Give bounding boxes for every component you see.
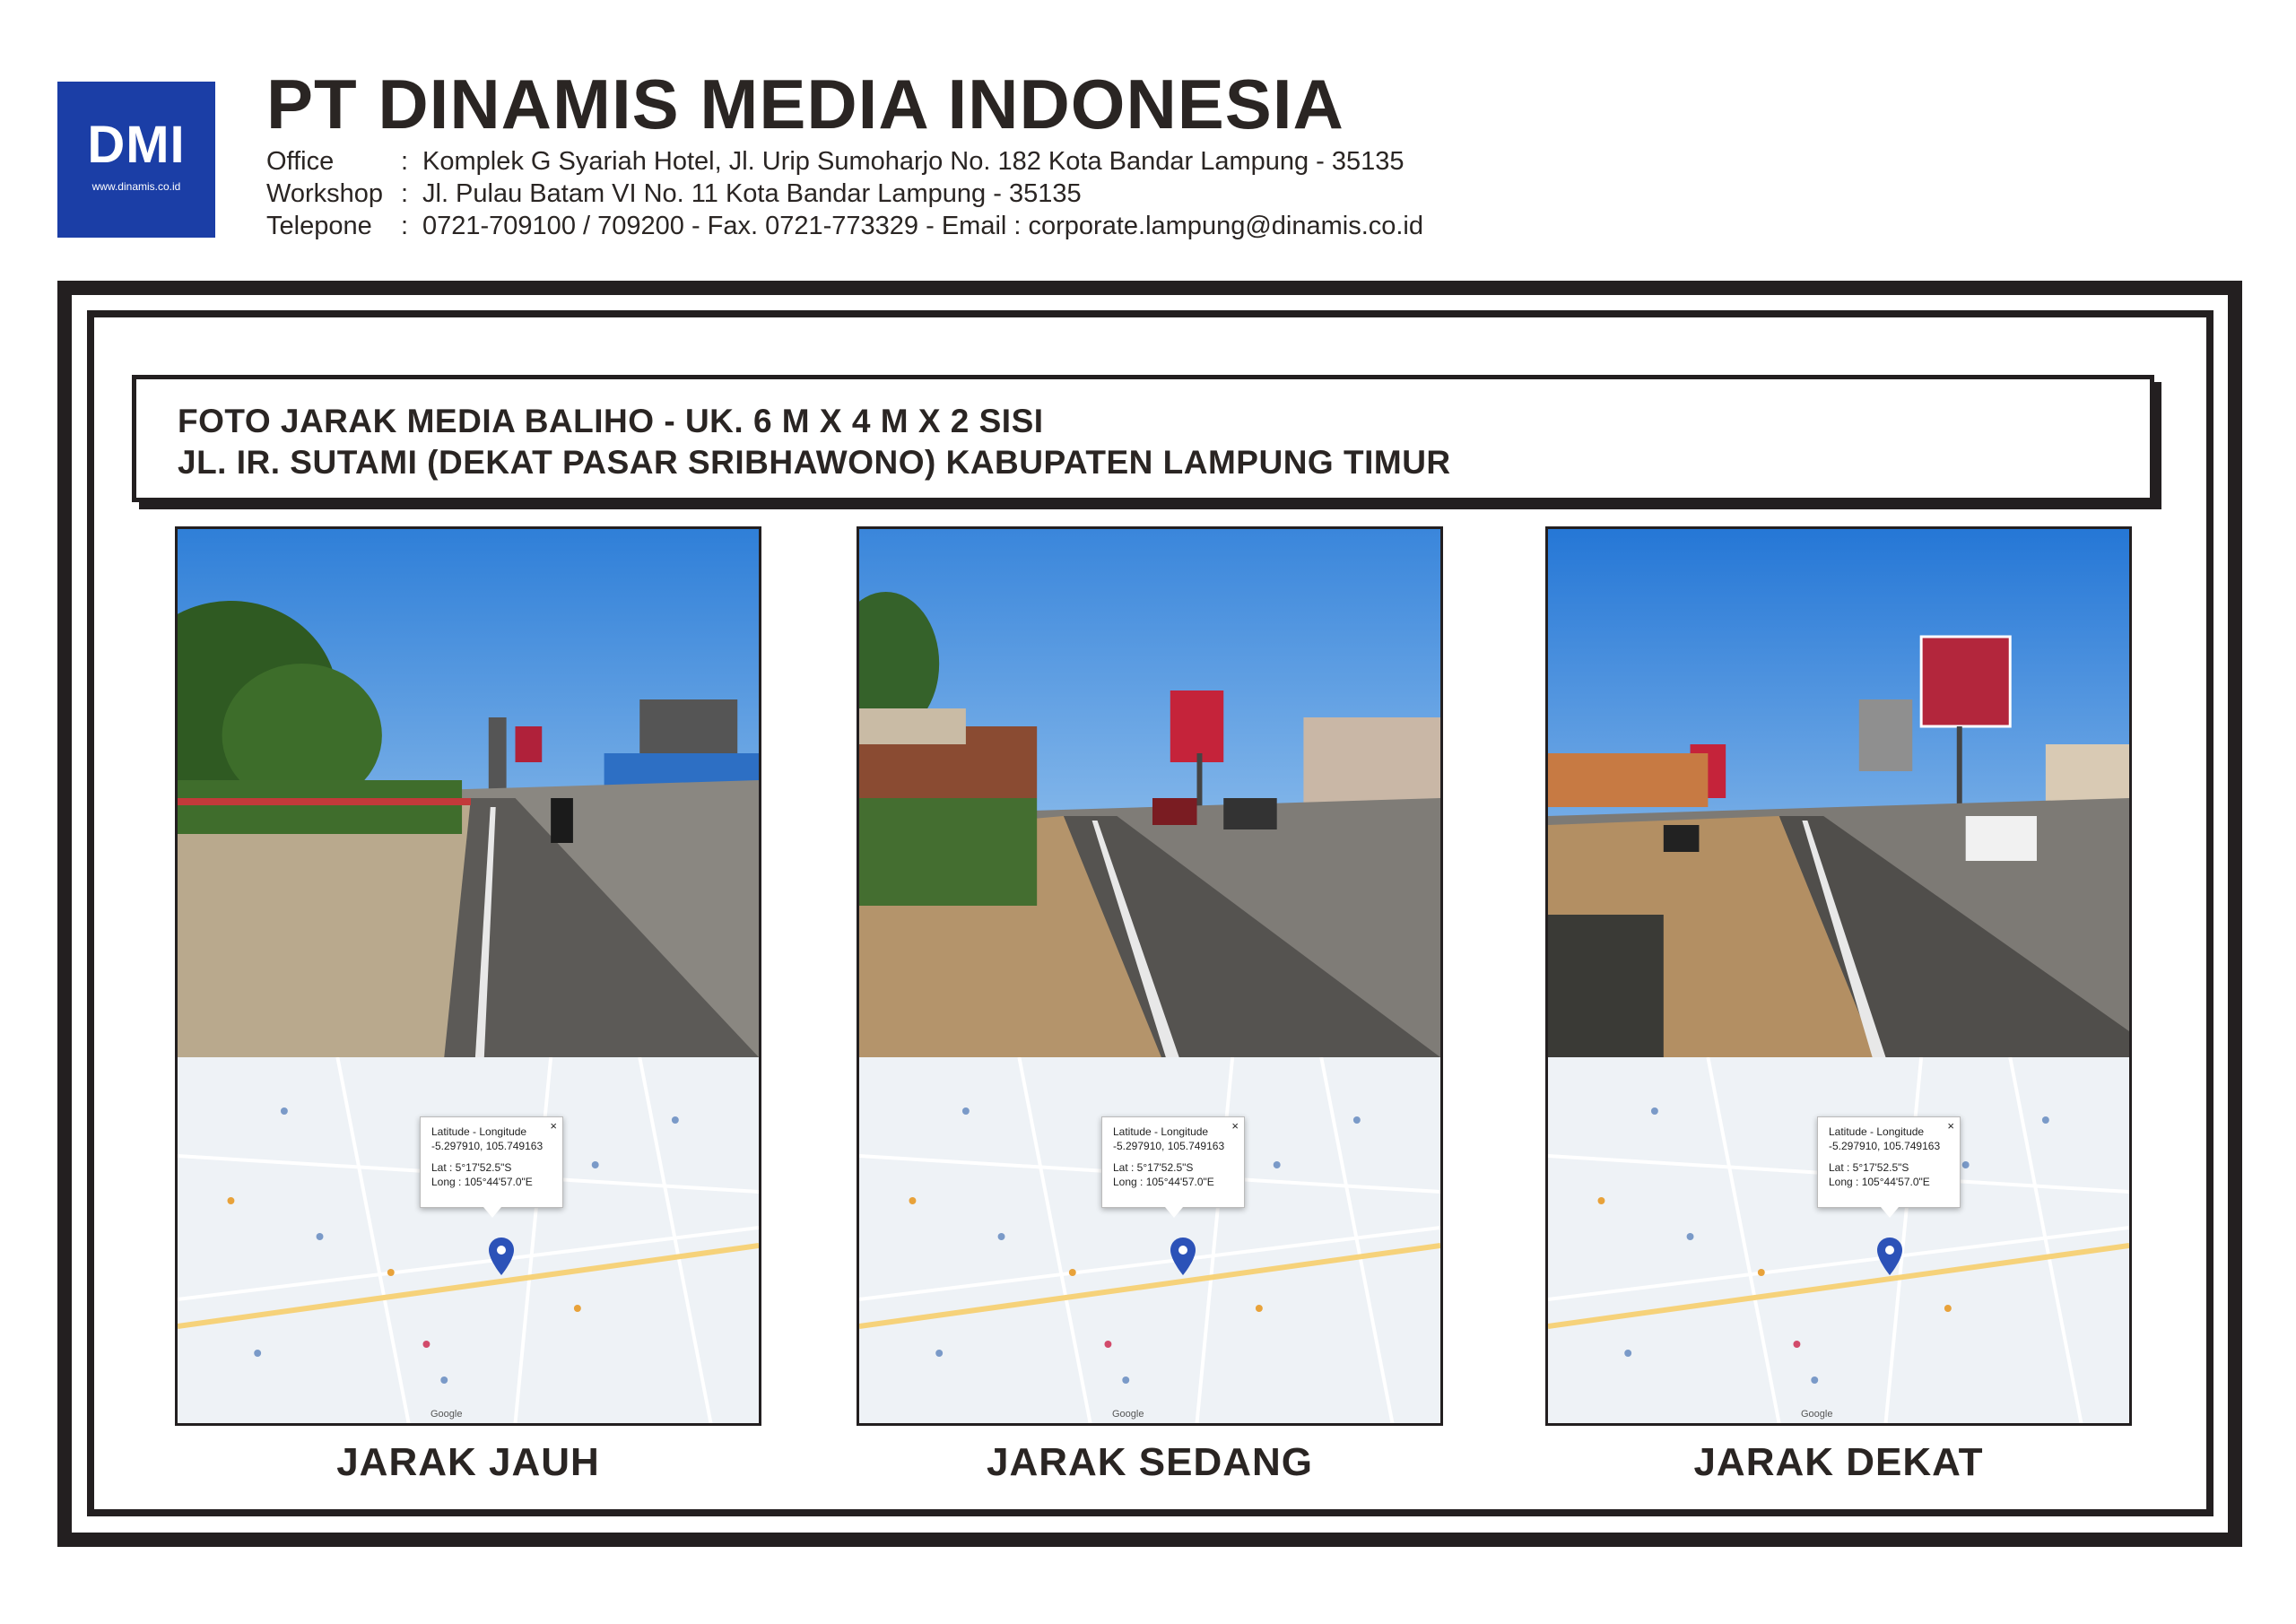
caption-medium: JARAK SEDANG (986, 1440, 1314, 1484)
map-near (1548, 1057, 2129, 1423)
company-name: PT DINAMIS MEDIA INDONESIA (266, 65, 1344, 143)
street-photo-medium (859, 529, 1440, 1057)
title-box (132, 375, 2154, 502)
info-value: Komplek G Syariah Hotel, Jl. Urip Sumoharjo No. 182 Kota Bandar Lampung - 35135 (422, 147, 1405, 176)
coordinate-popup (420, 1116, 563, 1208)
info-separator: : (401, 179, 409, 208)
logo-abbreviation: DMI (87, 116, 186, 174)
coordinate-popup (1101, 1116, 1245, 1208)
company-logo (57, 82, 215, 238)
info-label: Office (266, 147, 335, 176)
info-label: Telepone (266, 212, 372, 240)
popup-long: Long : 105°44'57.0"E (431, 1176, 533, 1188)
street-photo-far (178, 529, 759, 1057)
google-watermark: Google (1112, 1409, 1144, 1420)
info-label: Workshop (266, 179, 384, 208)
info-office (266, 145, 1423, 178)
title-line-1: FOTO JARAK MEDIA BALIHO - UK. 6 M X 4 M X 2 SISI (178, 403, 1044, 439)
close-icon[interactable]: × (1231, 1119, 1239, 1133)
map-pin-icon (489, 1238, 514, 1275)
coordinate-popup (1817, 1116, 1961, 1208)
company-info (266, 145, 1423, 242)
popup-coords: -5.297910, 105.749163 (1113, 1140, 1225, 1152)
map-medium (859, 1057, 1440, 1423)
popup-long: Long : 105°44'57.0"E (1113, 1176, 1214, 1188)
info-separator: : (401, 147, 409, 176)
popup-lat: Lat : 5°17'52.5"S (1829, 1161, 1909, 1174)
title-line-2: JL. IR. SUTAMI (DEKAT PASAR SRIBHAWONO) KABUPATEN LAMPUNG TIMUR (178, 444, 1451, 481)
info-telephone (266, 210, 1423, 242)
popup-title: Latitude - Longitude (1113, 1125, 1209, 1138)
caption-far: JARAK JAUH (336, 1440, 600, 1484)
popup-title: Latitude - Longitude (1829, 1125, 1925, 1138)
info-value: 0721-709100 / 709200 - Fax. 0721-773329 - Email : corporate.lampung@dinamis.co.id (422, 212, 1424, 240)
logo-url: www.dinamis.co.id (91, 180, 181, 193)
info-value: Jl. Pulau Batam VI No. 11 Kota Bandar Lampung - 35135 (422, 179, 1082, 208)
popup-title: Latitude - Longitude (431, 1125, 527, 1138)
popup-coords: -5.297910, 105.749163 (431, 1140, 544, 1152)
caption-near: JARAK DEKAT (1693, 1440, 1984, 1484)
google-watermark: Google (430, 1409, 463, 1420)
popup-lat: Lat : 5°17'52.5"S (1113, 1161, 1194, 1174)
street-photo-near (1548, 529, 2129, 1057)
info-separator: : (401, 212, 409, 240)
info-workshop (266, 178, 1423, 210)
popup-coords: -5.297910, 105.749163 (1829, 1140, 1941, 1152)
popup-lat: Lat : 5°17'52.5"S (431, 1161, 512, 1174)
map-pin-icon (1170, 1238, 1196, 1275)
map-pin-icon (1877, 1238, 1902, 1275)
close-icon[interactable]: × (550, 1119, 557, 1133)
popup-long: Long : 105°44'57.0"E (1829, 1176, 1930, 1188)
map-far (178, 1057, 759, 1423)
google-watermark: Google (1801, 1409, 1833, 1420)
close-icon[interactable]: × (1947, 1119, 1954, 1133)
photo-panel-near (1545, 526, 2132, 1426)
photo-panel-medium (857, 526, 1443, 1426)
photo-panel-far (175, 526, 761, 1426)
